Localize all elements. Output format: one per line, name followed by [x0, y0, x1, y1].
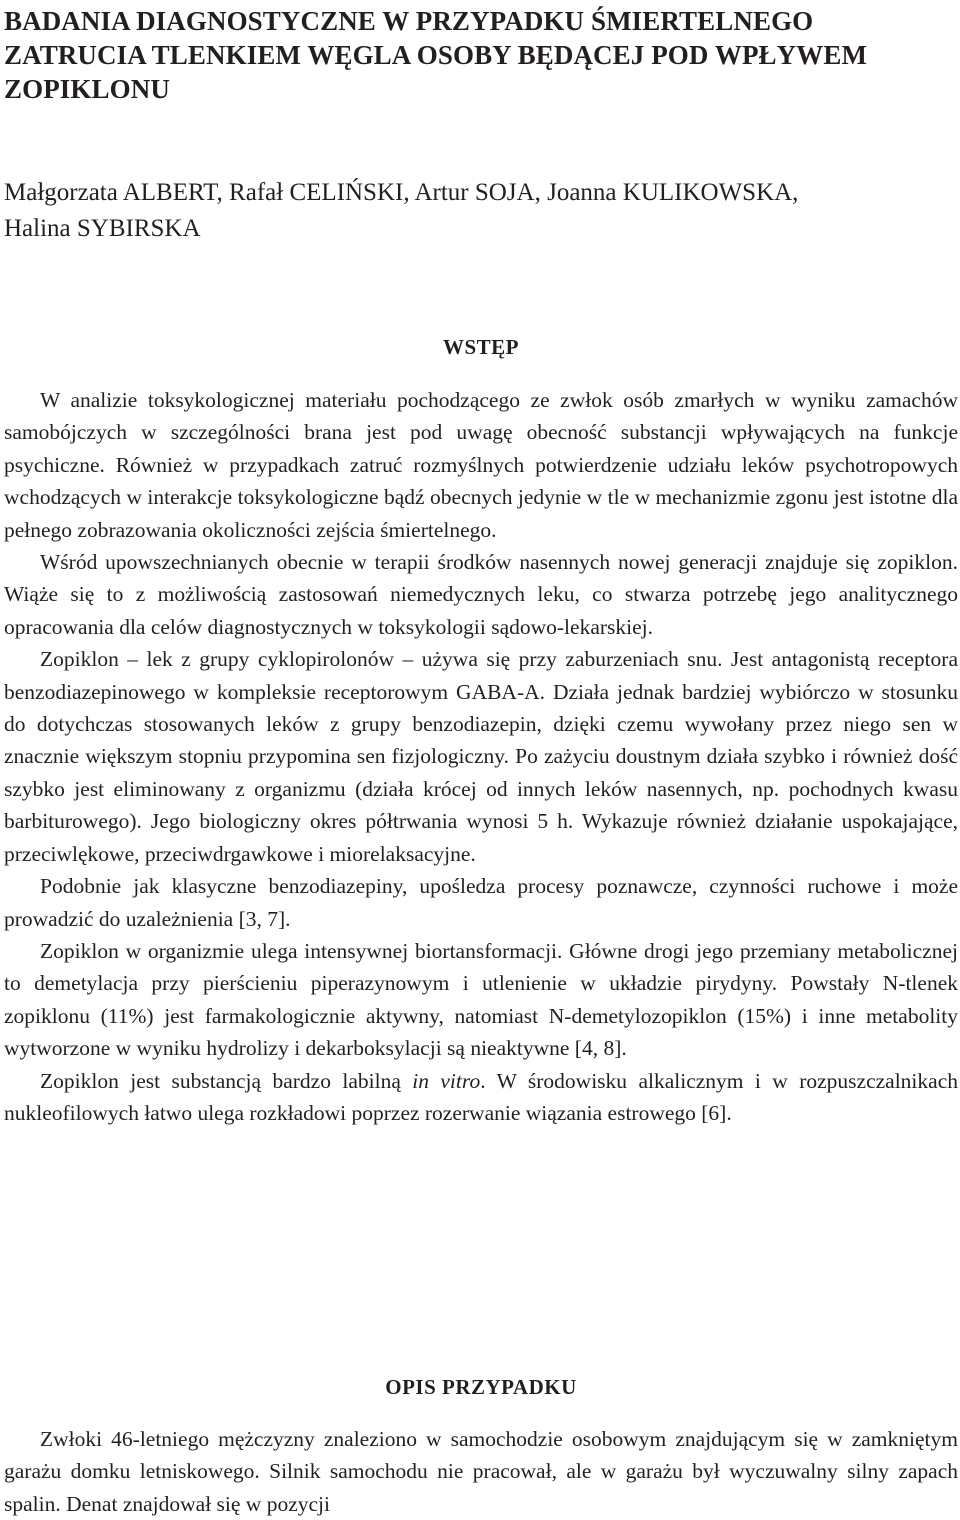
paragraph-text: . W środowisku alkalicznym i w rozpuszczalnikach nukleofilowych łatwo ulega rozkładowi poprzez rozerwanie wiązania estrowego [6]. [4, 1068, 958, 1125]
title-line: BADANIA DIAGNOSTYCZNE W PRZYPADKU ŚMIERTELNEGO [4, 6, 814, 36]
paragraph: Zopiklon – lek z grupy cyklopirolonów – używa się przy zaburzeniach snu. Jest antagonistą receptora benzodiazepinowego w kompleksie receptorowym GABA-A. Działa jednak bardziej wybiórczo w stosunku do dotychczas stosowanych leków z grupy benzodiazepin, dzięki czemu wywołany przez niego sen w znacznie większym stopniu przypomina sen fizjologiczny. Po zażyciu doustnym działa szybko i również dość szybko jest eliminowany z organizmu (działa krócej od innych leków nasennych, np. pochodnych kwasu barbiturowego). Jego biologiczny okres półtrwania wynosi 5 h. Wykazuje również działanie uspokajające, przeciwlękowe, przeciwdrgawkowe i miorelaksacyjne. [4, 647, 958, 866]
article-title [4, 4, 958, 106]
paragraph: W analizie toksykologicznej materiału pochodzącego ze zwłok osób zmarłych w wyniku zamachów samobójczych w szczególności brana jest pod uwagę obecność substancji wpływających na funkcje psychiczne. Również w przypadkach zatruć rozmyślnych potwierdzenie udziału leków psychotropowych wchodzących w interakcje toksykologiczne bądź obecnych jedynie w tle w mechanizmie zgonu jest istotne dla pełnego zobrazowania okoliczności zejścia śmiertelnego. [4, 388, 958, 542]
paragraph [4, 1065, 958, 1130]
paragraph: Podobnie jak klasyczne benzodiazepiny, upośledza procesy poznawcze, czynności ruchowe i może prowadzić do uzależnienia [3, 7]. [4, 874, 958, 931]
author-list [4, 175, 958, 247]
section-heading-introduction: WSTĘP [442, 335, 520, 359]
title-line: ZATRUCIA TLENKIEM WĘGLA OSOBY BĘDĄCEJ POD WPŁYWEM [4, 40, 868, 70]
introduction-body [4, 384, 958, 1129]
section-heading-case-description: OPIS PRZYPADKU [385, 1375, 577, 1399]
paragraph-text: Zopiklon jest substancją bardzo labilną [40, 1068, 413, 1093]
case-description-body [4, 1423, 958, 1520]
italic-term: in vitro [412, 1068, 481, 1093]
paragraph: Zopiklon w organizmie ulega intensywnej biortansformacji. Główne drogi jego przemiany metabolicznej to demetylacja przy pierścieniu piperazynowym i utlenienie w układzie pirydyny. Powstały N-tlenek zopiklonu (11%) jest farmakologicznie aktywny, natomiast N-demetylozopiklon (15%) i inne metabolity wytworzone w wyniku hydrolizy i dekarboksylacji są nieaktywne [4, 8]. [4, 938, 958, 1061]
author-line: Halina SYBIRSKA [4, 215, 201, 242]
author-line: Małgorzata ALBERT, Rafał CELIŃSKI, Artur SOJA, Joanna KULIKOWSKA, [4, 179, 799, 206]
title-line: ZOPIKLONU [4, 74, 170, 104]
paragraph: Wśród upowszechnianych obecnie w terapii środków nasennych nowej generacji znajduje się zopiklon. Wiąże się to z możliwością zastosowań niemedycznych leku, co stwarza potrzebę jego analitycznego opracowania dla celów diagnostycznych w toksykologii sądowo-lekarskiej. [4, 550, 958, 639]
paragraph: Zwłoki 46-letniego mężczyzny znaleziono w samochodzie osobowym znajdującym się w zamkniętym garażu domku letniskowego. Silnik samochodu nie pracował, ale w garażu był wyczuwalny silny zapach spalin. Denat znajdował się w pozycji [4, 1427, 958, 1516]
